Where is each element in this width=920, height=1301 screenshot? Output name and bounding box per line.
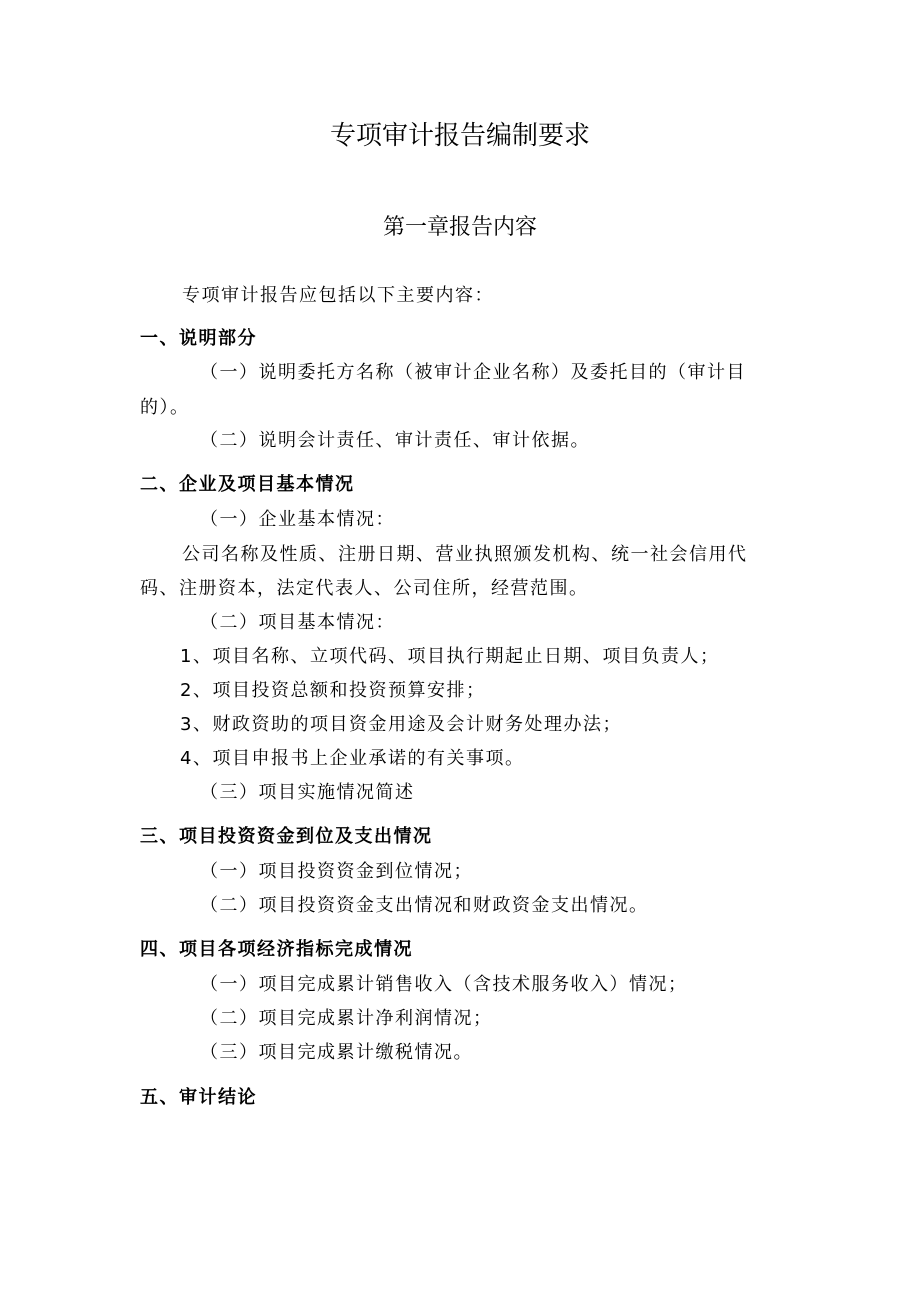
section-1-line-1: （一）说明委托方名称（被审计企业名称）及委托目的（审计目 bbox=[200, 362, 746, 383]
section-heading-1: 一、说明部分 bbox=[140, 328, 257, 349]
section-2-line-2: 公司名称及性质、注册日期、营业执照颁发机构、统一社会信用代 bbox=[182, 544, 748, 565]
section-3-line-1: （一）项目投资资金到位情况； bbox=[200, 861, 473, 882]
section-4-line-2: （二）项目完成累计净利润情况； bbox=[200, 1008, 493, 1029]
section-2-line-4: （二）项目基本情况： bbox=[200, 612, 395, 633]
section-2-line-5: 1、项目名称、立项代码、项目执行期起止日期、项目负责人； bbox=[180, 646, 720, 667]
section-2-line-6: 2、项目投资总额和投资预算安排； bbox=[180, 680, 486, 701]
section-4-line-3: （三）项目完成累计缴税情况。 bbox=[200, 1042, 473, 1063]
section-heading-5: 五、审计结论 bbox=[140, 1087, 257, 1108]
section-2-line-9: （三）项目实施情况简述 bbox=[200, 782, 415, 803]
section-2-line-8: 4、项目申报书上企业承诺的有关事项。 bbox=[180, 748, 525, 769]
section-2-line-1: （一）企业基本情况： bbox=[200, 509, 395, 530]
section-2-line-3: 码、注册资本，法定代表人、公司住所，经营范围。 bbox=[140, 578, 589, 599]
section-heading-4: 四、项目各项经济指标完成情况 bbox=[140, 939, 413, 960]
chapter-heading: 第一章报告内容 bbox=[382, 215, 537, 240]
section-heading-3: 三、项目投资资金到位及支出情况 bbox=[140, 826, 433, 847]
section-1-line-2: 的）。 bbox=[140, 397, 190, 418]
intro-paragraph: 专项审计报告应包括以下主要内容： bbox=[182, 285, 494, 306]
document-title: 专项审计报告编制要求 bbox=[329, 121, 590, 151]
section-4-line-1: （一）项目完成累计销售收入（含技术服务收入）情况； bbox=[200, 974, 688, 995]
section-1-line-3: （二）说明会计责任、审计责任、审计依据。 bbox=[200, 430, 590, 451]
section-heading-2: 二、企业及项目基本情况 bbox=[140, 474, 355, 495]
section-3-line-2: （二）项目投资资金支出情况和财政资金支出情况。 bbox=[200, 895, 649, 916]
section-2-line-7: 3、财政资助的项目资金用途及会计财务处理办法； bbox=[180, 714, 622, 735]
